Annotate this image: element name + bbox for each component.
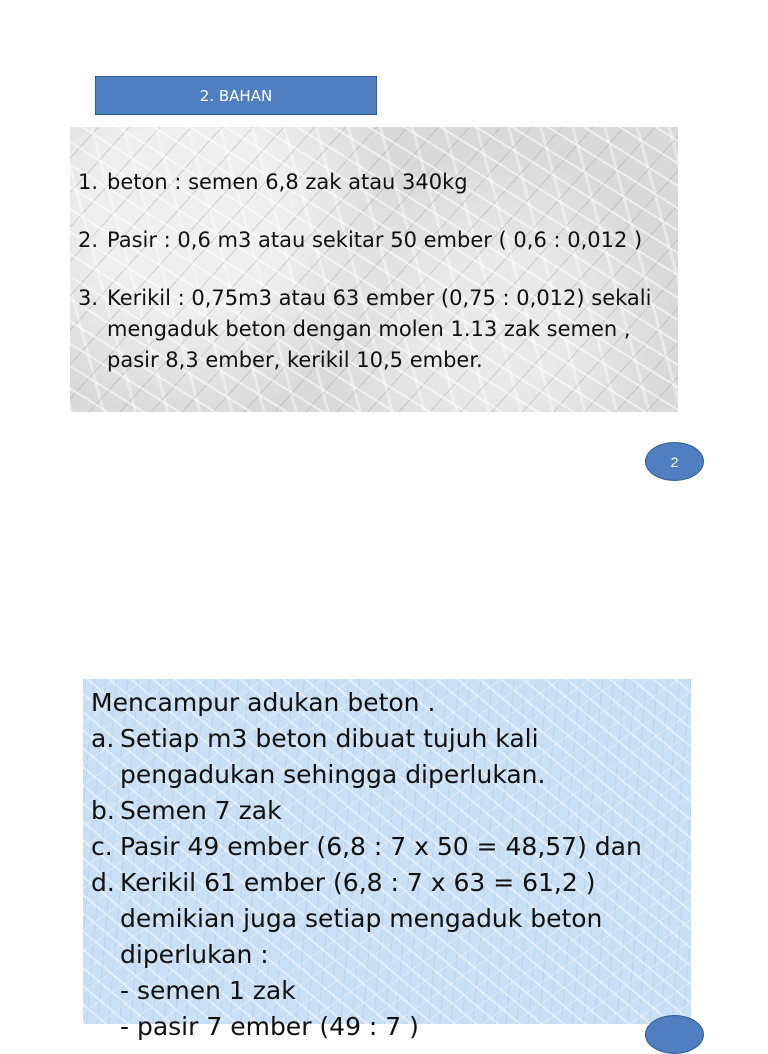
mixing-heading: Mencampur adukan beton . bbox=[91, 688, 436, 717]
list-text: Kerikil : 0,75m3 atau 63 ember (0,75 : 0,012) sekali mengaduk beton dengan molen 1.13 zak semen , pasir 8,3 ember, kerikil 10,5 ember. bbox=[107, 286, 652, 372]
list-item bbox=[78, 283, 670, 376]
list-item bbox=[91, 865, 687, 901]
mixing-note-line: diperlukan : bbox=[120, 940, 269, 969]
mixing-bullet: - pasir 7 ember (49 : 7 ) bbox=[120, 1012, 419, 1041]
list-number: 1. bbox=[78, 170, 99, 194]
list-text: Kerikil 61 ember (6,8 : 7 x 63 = 61,2 ) bbox=[120, 868, 596, 897]
list-text: Pasir : 0,6 m3 atau sekitar 50 ember ( 0,6 : 0,012 ) bbox=[107, 228, 643, 252]
section-title-bahan: 2. BAHAN bbox=[95, 76, 377, 115]
list-item bbox=[91, 721, 687, 793]
list-label: d. bbox=[91, 868, 115, 897]
list-number: 2. bbox=[78, 228, 99, 252]
list-item bbox=[91, 793, 687, 829]
list-label: c. bbox=[91, 832, 113, 861]
list-item bbox=[91, 829, 687, 865]
list-text: beton : semen 6,8 zak atau 340kg bbox=[107, 170, 468, 194]
list-text: Semen 7 zak bbox=[120, 796, 282, 825]
list-item bbox=[78, 167, 670, 198]
mixing-note-line: demikian juga setiap mengaduk beton bbox=[120, 904, 603, 933]
mixing-panel bbox=[83, 679, 691, 1041]
list-item bbox=[78, 225, 670, 256]
list-text: Pasir 49 ember (6,8 : 7 x 50 = 48,57) dan bbox=[120, 832, 642, 861]
materials-list bbox=[78, 167, 670, 403]
mixing-content bbox=[91, 685, 687, 1045]
list-number: 3. bbox=[78, 286, 99, 310]
next-page-badge bbox=[645, 1015, 704, 1054]
list-label: b. bbox=[91, 796, 115, 825]
list-text: Setiap m3 beton dibuat tujuh kali pengadukan sehingga diperlukan. bbox=[120, 724, 546, 789]
page-number-badge: 2 bbox=[645, 442, 704, 481]
list-label: a. bbox=[91, 724, 115, 753]
mixing-bullet: - semen 1 zak bbox=[120, 976, 296, 1005]
materials-panel bbox=[70, 127, 678, 412]
